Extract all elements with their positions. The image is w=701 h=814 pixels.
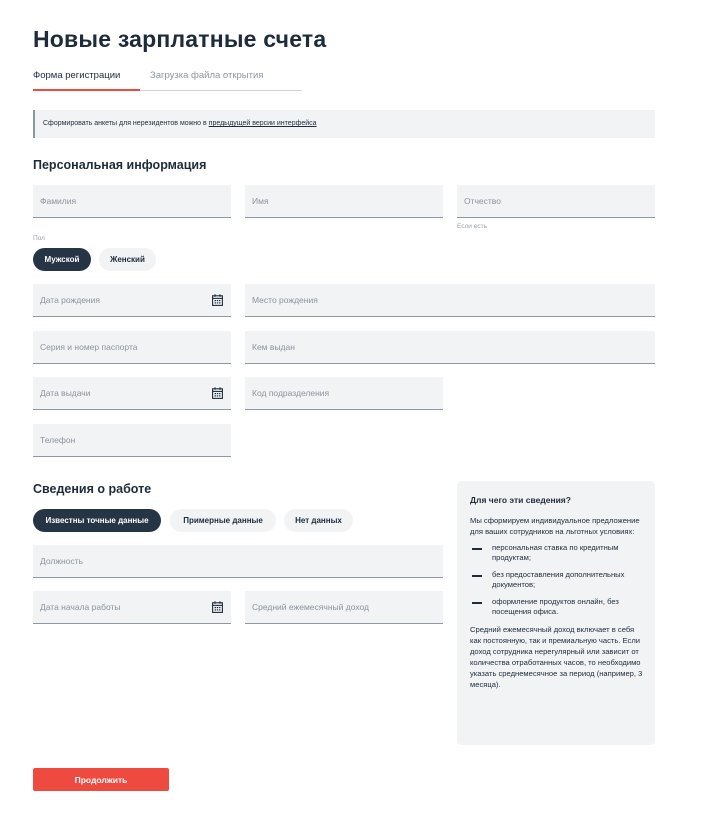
birth-date-input[interactable]: [33, 284, 231, 316]
tab-upload-file[interactable]: Загрузка файла открытия: [150, 70, 264, 81]
position-field[interactable]: [33, 545, 443, 578]
previous-version-link[interactable]: предыдущей версии интерфейса: [208, 120, 317, 127]
calendar-icon[interactable]: [212, 294, 223, 306]
gender-label: Пол: [33, 235, 45, 242]
dash-icon: [472, 575, 482, 577]
calendar-icon[interactable]: [212, 387, 223, 399]
phone-input[interactable]: [33, 424, 231, 456]
nonresident-notice: [33, 110, 655, 138]
birth-place-input[interactable]: [245, 284, 655, 316]
dash-icon: [472, 548, 482, 550]
personal-info-title: Персональная информация: [33, 158, 207, 172]
division-code-field[interactable]: [245, 377, 443, 410]
phone-field[interactable]: [33, 424, 231, 457]
approx-data-button[interactable]: Примерные данные: [170, 509, 276, 532]
info-benefits-list: [470, 543, 643, 617]
list-item: [470, 543, 643, 563]
gender-female-button[interactable]: Женский: [99, 248, 156, 271]
active-tab-indicator: [33, 89, 140, 91]
issue-date-input[interactable]: [33, 377, 231, 409]
passport-input[interactable]: [33, 331, 231, 363]
income-field[interactable]: [245, 591, 443, 624]
position-input[interactable]: [33, 545, 443, 577]
birth-date-field[interactable]: [33, 284, 231, 317]
patronymic-input[interactable]: [457, 185, 655, 217]
issue-date-field[interactable]: [33, 377, 231, 410]
start-date-field[interactable]: [33, 591, 231, 624]
first-name-input[interactable]: [245, 185, 443, 217]
issued-by-input[interactable]: [245, 331, 655, 363]
first-name-field[interactable]: [245, 185, 443, 218]
gender-male-button[interactable]: Мужской: [33, 248, 91, 271]
tab-registration-form[interactable]: Форма регистрации: [33, 70, 121, 81]
info-title: Для чего эти сведения?: [470, 495, 571, 505]
start-date-input[interactable]: [33, 591, 231, 623]
page-title: Новые зарплатные счета: [33, 26, 327, 52]
dash-icon: [472, 602, 482, 604]
info-outro: Средний ежемесячный доход включает в себя как постоянную, так и премиальную часть. Если доход сотрудника нерегулярный или зависит от количества отработанных часов, то необходимо указать среднемесячное за период (например, 3 месяца).: [470, 625, 643, 689]
income-input[interactable]: [245, 591, 443, 623]
passport-field[interactable]: [33, 331, 231, 364]
last-name-input[interactable]: [33, 185, 231, 217]
no-data-button[interactable]: Нет данных: [284, 509, 353, 532]
exact-data-button[interactable]: Известны точные данные: [33, 509, 161, 532]
division-code-input[interactable]: [245, 377, 443, 409]
list-item: [470, 597, 643, 617]
issued-by-field[interactable]: [245, 331, 655, 364]
info-item-text: персональная ставка по кредитным продуктам;: [492, 543, 619, 562]
calendar-icon[interactable]: [212, 601, 223, 613]
patronymic-field[interactable]: [457, 185, 655, 218]
patronymic-hint: Если есть: [457, 223, 487, 230]
info-panel: [457, 481, 655, 745]
info-item-text: без предоставления дополнительных документов;: [492, 570, 625, 589]
info-item-text: оформление продуктов онлайн, без посещения офиса.: [492, 597, 619, 616]
last-name-field[interactable]: [33, 185, 231, 218]
birth-place-field[interactable]: [245, 284, 655, 317]
work-info-title: Сведения о работе: [33, 482, 152, 496]
notice-text: Сформировать анкеты для нерезидентов можно в: [43, 120, 209, 127]
continue-button[interactable]: Продолжить: [33, 768, 169, 791]
list-item: [470, 570, 643, 590]
tab-divider: [140, 90, 302, 91]
info-intro: Мы сформируем индивидуальное предложение для ваших сотрудников на льготных условиях:: [470, 516, 640, 536]
